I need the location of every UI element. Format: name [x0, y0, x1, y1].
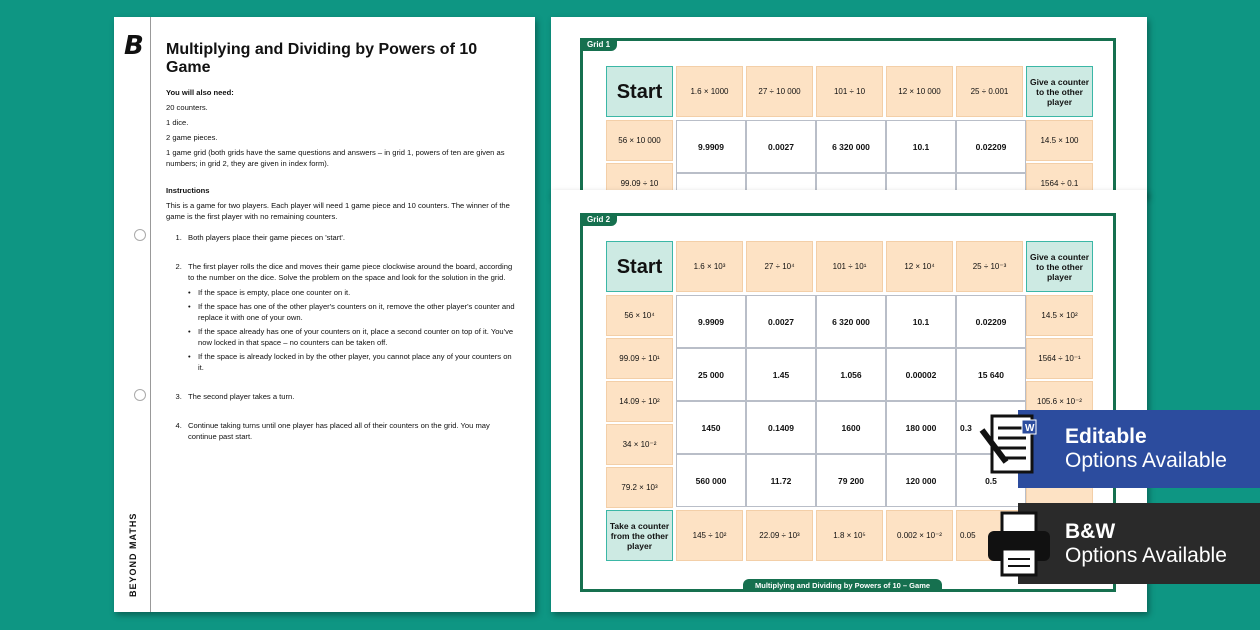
- needs-heading: You will also need:: [166, 88, 234, 97]
- page-title: Multiplying and Dividing by Powers of 10 Game: [166, 41, 478, 76]
- bw-subtitle: Options Available: [1065, 543, 1227, 567]
- answer-cell: 0.3: [956, 401, 1026, 454]
- editable-subtitle: Options Available: [1065, 449, 1227, 472]
- answer-cell: 9.9909: [676, 120, 746, 173]
- question-cell: 14.09 ÷ 10²: [606, 381, 673, 422]
- question-cell: 1.8 × 10⁵: [816, 510, 883, 561]
- answer-cell: 10.1: [886, 295, 956, 348]
- bullet: • If the space has one of the other player's counters on it, remove the other player's counter and replace it with one of your own.: [188, 301, 518, 323]
- question-cell: 1.6 × 1000: [676, 66, 743, 117]
- answer-cell: 15 640: [956, 348, 1026, 401]
- question-cell: 1.6 × 10³: [676, 241, 743, 292]
- step: [184, 391, 518, 402]
- question-cell: 0.05: [956, 510, 1023, 561]
- question-cell: 22.09 ÷ 10³: [746, 510, 813, 561]
- answer-cell: 11.72: [746, 454, 816, 507]
- answer-cell: 6 320 000: [816, 295, 886, 348]
- answer-cell: 25 000: [676, 348, 746, 401]
- answer-cell: 1450: [676, 401, 746, 454]
- intro-text: This is a game for two players. Each player will need 1 game piece and 10 counters. The winner of the game is the first player with no remaining counters.: [166, 201, 510, 221]
- question-cell: 14.5 × 100: [1026, 120, 1093, 161]
- start-cell: Start: [606, 66, 673, 117]
- answer-cell: 1.45: [746, 348, 816, 401]
- answer-cell: 0.0027: [746, 295, 816, 348]
- answer-cell: 0.0027: [746, 120, 816, 173]
- grid-1-frame: [580, 38, 1116, 197]
- question-cell: 34 × 10⁻²: [606, 424, 673, 465]
- answer-cell: 10.1: [886, 120, 956, 173]
- answer-cell: 79 200: [816, 454, 886, 507]
- brand-label: BEYOND MATHS: [128, 512, 138, 597]
- question-cell: 27 ÷ 10⁴: [746, 241, 813, 292]
- instructions-page: [114, 17, 535, 612]
- document-edit-icon: [978, 410, 1038, 488]
- answer-cell: 1600: [816, 401, 886, 454]
- give-counter-cell: Give a counter to the other player: [1026, 241, 1093, 292]
- question-cell: 56 × 10⁴: [606, 295, 673, 336]
- bullet: • If the space already has one of your counters on it, place a second counter on top of it. You've now locked in that space – no counters can be taken off.: [188, 326, 518, 348]
- answer-cell: 0.5: [956, 454, 1026, 507]
- question-cell: 56 × 10 000: [606, 120, 673, 161]
- answer-cell: 0.02209: [956, 295, 1026, 348]
- question-cell: 12 × 10 000: [886, 66, 953, 117]
- question-cell: 14.5 × 10²: [1026, 295, 1093, 336]
- answer-cell: 0.1409: [746, 401, 816, 454]
- bullet: • If the space is already locked in by the other player, you cannot place any of your counters on it.: [188, 351, 518, 373]
- step-text: The second player takes a turn.: [188, 392, 295, 401]
- step-text: The first player rolls the dice and moves their game piece clockwise around the board, according to the number on the dice. Solve the problem on the space and look for the solution in the grid.: [188, 262, 513, 282]
- answer-cell: 180 000: [886, 401, 956, 454]
- give-counter-cell: Give a counter to the other player: [1026, 66, 1093, 117]
- question-cell: 101 ÷ 10¹: [816, 241, 883, 292]
- beyond-logo-icon: B: [124, 31, 144, 61]
- bullet: • If the space is empty, place one counter on it.: [188, 287, 518, 298]
- punch-hole: [134, 229, 146, 241]
- question-cell: 79.2 × 10³: [606, 467, 673, 508]
- step-text: Both players place their game pieces on 'start'.: [188, 233, 345, 242]
- answer-cell: 120 000: [886, 454, 956, 507]
- need-item: 1 dice.: [166, 118, 189, 127]
- question-cell: 1564 ÷ 0.1: [1026, 163, 1093, 197]
- question-cell: 0.002 × 10⁻²: [886, 510, 953, 561]
- question-cell: 99.09 ÷ 10: [606, 163, 673, 197]
- printer-icon: [984, 509, 1054, 579]
- answer-cell: 9.9909: [676, 295, 746, 348]
- question-cell: 27 ÷ 10 000: [746, 66, 813, 117]
- editable-badge[interactable]: [1018, 410, 1260, 488]
- answer-cell: 0.02209: [956, 120, 1026, 173]
- step: [184, 261, 518, 373]
- question-cell: 25 ÷ 0.001: [956, 66, 1023, 117]
- grid-label: Grid 1: [580, 38, 617, 51]
- question-cell: 1564 ÷ 10⁻¹: [1026, 338, 1093, 379]
- instructions-heading: Instructions: [166, 186, 210, 195]
- question-cell: 25 ÷ 10⁻³: [956, 241, 1023, 292]
- take-counter-cell: Take a counter from the other player: [606, 510, 673, 561]
- bw-badge[interactable]: [1018, 503, 1260, 584]
- question-cell: 145 ÷ 10²: [676, 510, 743, 561]
- grid-label: Grid 2: [580, 213, 617, 226]
- punch-hole: [134, 389, 146, 401]
- question-cell: 12 × 10⁴: [886, 241, 953, 292]
- step-text: Continue taking turns until one player has placed all of their counters on the grid. You may continue past start.: [188, 421, 490, 441]
- answer-cell: 6 320 000: [816, 120, 886, 173]
- answer-cell: 0.00002: [886, 348, 956, 401]
- bw-title: B&W: [1065, 519, 1116, 543]
- question-cell: 105.6 × 10⁻²: [1026, 381, 1093, 422]
- answer-cell: 1.056: [816, 348, 886, 401]
- step: [184, 420, 518, 442]
- answer-cell: 560 000: [676, 454, 746, 507]
- need-item: 1 game grid (both grids have the same questions and answers – in grid 1, powers of ten are given as numbers; in grid 2, they are given in index form).: [166, 148, 505, 168]
- footer-title: Multiplying and Dividing by Powers of 10 – Game: [743, 579, 942, 592]
- binding-line: [150, 17, 151, 612]
- grid-1-page: [551, 17, 1147, 197]
- step: [184, 232, 518, 243]
- start-cell: Start: [606, 241, 673, 292]
- editable-title: Editable: [1065, 425, 1147, 448]
- question-cell: 99.09 ÷ 10¹: [606, 338, 673, 379]
- need-item: 20 counters.: [166, 103, 208, 112]
- need-item: 2 game pieces.: [166, 133, 218, 142]
- svg-text:W: W: [1025, 423, 1035, 434]
- question-cell: 101 ÷ 10: [816, 66, 883, 117]
